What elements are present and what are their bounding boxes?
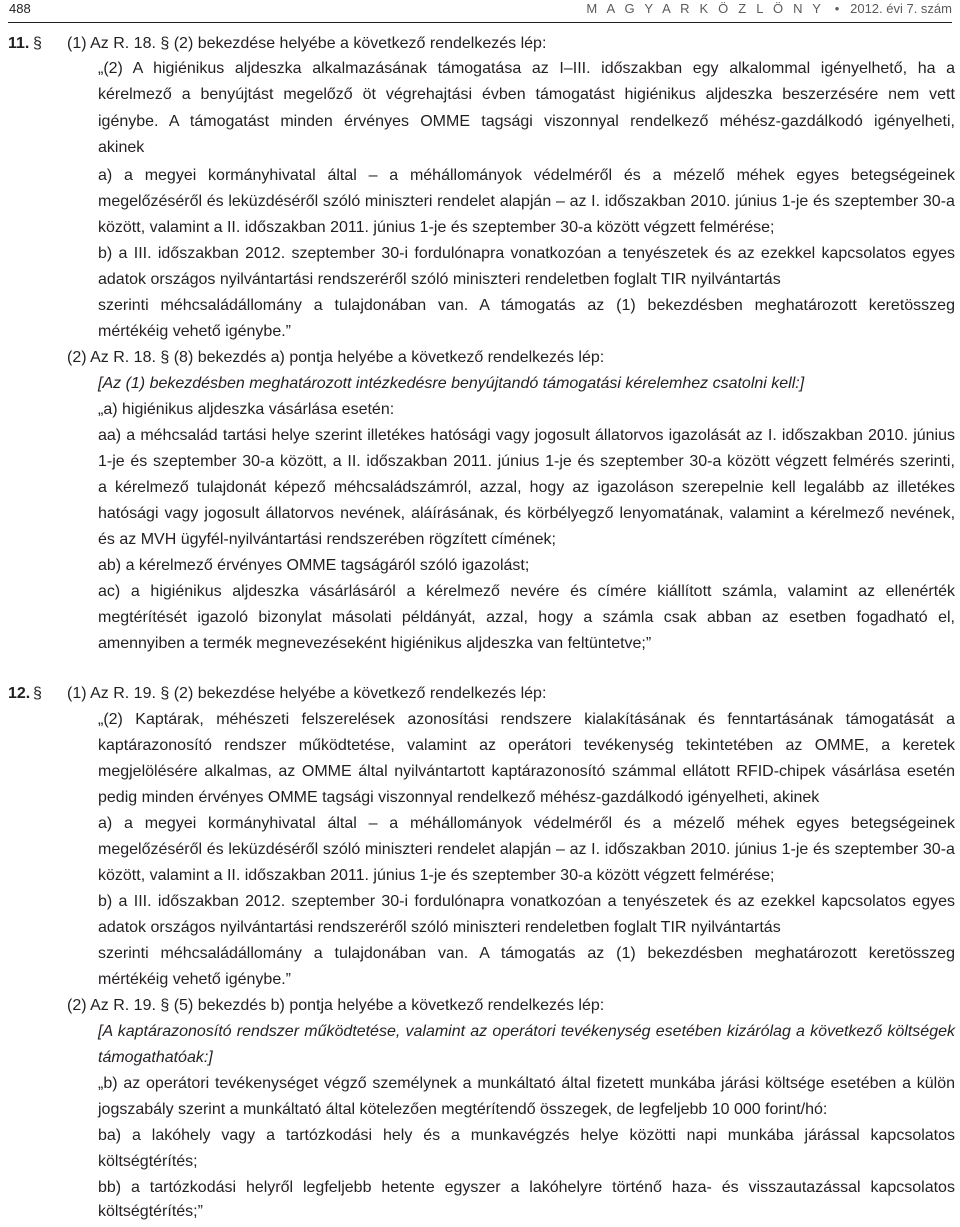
text-line: [A kaptárazonosító rendszer működtetése, valamint az operátori tevékenység esetében kizárólag a következő költségek	[98, 1023, 956, 1040]
text-line: b) a III. időszakban 2012. szeptember 30-i fordulónapra vonatkozóan a tenyészetek és az ezekkel kapcsolatos egyes	[98, 893, 955, 910]
text-line: §	[33, 35, 42, 52]
text-line: (1) Az R. 19. § (2) bekezdése helyébe a következő rendelkezés lép:	[67, 685, 547, 702]
journal-header	[586, 1, 952, 16]
text-line: a) a megyei kormányhivatal által – a méhállományok védelméről és a mézelő méhek egyes betegségeinek	[98, 815, 955, 832]
text-line: megelőzéséről és leküzdéséről szóló miniszteri rendelet alapján – az I. időszakban 2010. június 1-je és szeptember 30-a	[98, 841, 955, 858]
text-line: támogathatóak:]	[98, 1049, 213, 1066]
text-line: (2) Az R. 18. § (8) bekezdés a) pontja helyébe a következő rendelkezés lép:	[67, 349, 605, 366]
text-line: bb) a tartózkodási helyről legfeljebb hetente egyszer a lakóhelyre történő haza- és visszautazással kapcsolatos	[98, 1179, 955, 1196]
header-rule	[8, 22, 952, 23]
text-line: §	[33, 685, 42, 702]
text-line: ba) a lakóhely vagy a tartózkodási hely és a munkavégzés helye közötti napi munkába járással kapcsolatos	[98, 1127, 956, 1144]
text-line: b) a III. időszakban 2012. szeptember 30-i fordulónapra vonatkozóan a tenyészetek és az ezekkel kapcsolatos egyes	[98, 245, 955, 262]
text-line: [Az (1) bekezdésben meghatározott intézkedésre benyújtandó támogatási kérelemhez csatolni kell:]	[98, 375, 805, 392]
text-line: között, valamint a II. időszakban 2011. június 1-je és szeptember 30-a között végzett felmérése;	[98, 867, 775, 884]
page-header	[0, 0, 960, 30]
bullet-separator: •	[834, 1, 840, 16]
text-line: pedig minden érvényes OMME tagsági viszonnyal rendelkező méhész-gazdálkodó igényelheti, akinek	[98, 789, 820, 806]
text-line: kaptárazonosító rendszer működtetése, valamint az operátori tevékenység tekintetében az OMME, a keretek	[98, 737, 955, 754]
text-line: aa) a méhcsalád tartási helye szerint illetékes hatósági vagy jogosult állatorvos igazolását az I. időszakban 2010. június	[98, 427, 956, 444]
text-line: (2) Az R. 19. § (5) bekezdés b) pontja helyébe a következő rendelkezés lép:	[67, 997, 605, 1014]
text-line: megelőzéséről és leküzdéséről szóló miniszteri rendelet alapján – az I. időszakban 2010. június 1-je és szeptember 30-a	[98, 193, 955, 210]
text-line: jogszabály szerint a munkáltató által kötelezően megtérítendő összegek, de legfeljebb 10 000 forint/hó:	[98, 1101, 828, 1118]
text-line: 12.	[8, 685, 31, 702]
text-line: (1) Az R. 18. § (2) bekezdése helyébe a következő rendelkezés lép:	[67, 35, 547, 52]
journal-title: M A G Y A R K Ö Z L Ö N Y	[586, 1, 824, 16]
text-line: megjelölésére alkalmas, az OMME által nyilvántartott kaptárazonosító számmal ellátott RFID-chipek vásárlása esetén	[98, 763, 956, 780]
text-line: és az MVH ügyfél-nyilvántartási rendszerében rögzített címének;	[98, 531, 556, 548]
text-line: „b) az operátori tevékenységet végző személynek a munkáltató által fizetett munkába járási költsége esetében a külön	[98, 1075, 956, 1092]
text-line: megtérítését igazoló bizonylat másolati példányát, azzal, hogy a számla csak abban az esetben fogadható el,	[98, 609, 955, 626]
text-line: kérelmező a benyújtást megelőző öt végrehajtási évben támogatást higiénikus aljdeszka beszerzésére nem vett	[98, 86, 955, 103]
text-line: szerinti méhcsaládállomány a tulajdonában van. A támogatás az (1) bekezdésben meghatározott keretösszeg	[98, 297, 955, 314]
page-number: 488	[9, 1, 31, 16]
text-line: ac) a higiénikus aljdeszka vásárlásáról a kérelmező nevére és címére kiállított számla, valamint az ellenérték	[98, 583, 956, 600]
text-line: „a) higiénikus aljdeszka vásárlása esetén:	[98, 401, 395, 418]
text-line: adatok országos nyilvántartási rendszeréről szóló miniszteri rendeletben foglalt TIR nyilvántartás	[98, 271, 781, 288]
text-line: „(2) A higiénikus aljdeszka alkalmazásának támogatása az I–III. időszakban egy alkalommal igényelhető, ha a	[98, 60, 956, 77]
text-line: szerinti méhcsaládállomány a tulajdonában van. A támogatás az (1) bekezdésben meghatározott keretösszeg	[98, 945, 955, 962]
text-line: között, valamint a II. időszakban 2011. június 1-je és szeptember 30-a között végzett felmérése;	[98, 219, 775, 236]
text-line: mértékéig vehető igénybe.”	[98, 971, 291, 988]
text-line: adatok országos nyilvántartási rendszeréről szóló miniszteri rendeletben foglalt TIR nyilvántartás	[98, 919, 781, 936]
text-line: a kérelmező tulajdonát képező méhcsaládszámról, azzal, hogy az igazoláson szerepelnie kell legalább az illetékes	[98, 479, 956, 496]
text-line: ab) a kérelmező érvényes OMME tagságáról szóló igazolást;	[98, 557, 530, 574]
issue-label: 2012. évi 7. szám	[850, 1, 952, 16]
text-line: költségtérítés;”	[98, 1203, 203, 1220]
text-line: igénybe. A támogatást minden érvényes OMME tagsági viszonnyal rendelkező méhész-gazdálkodó igényelheti,	[98, 113, 955, 130]
text-line: hatósági vagy jogosult állatorvos nevének, aláírásának, és körbélyegző lenyomatának, valamint a kérelmező nevének,	[98, 505, 956, 522]
text-line: 11.	[8, 35, 30, 52]
text-line: mértékéig vehető igénybe.”	[98, 323, 291, 340]
text-line: „(2) Kaptárak, méhészeti felszerelések azonosítási rendszere kialakításának és fenntartásának támogatását a	[98, 711, 955, 728]
text-line: 1-je és szeptember 30-a között, a II. időszakban 2011. június 1-je és szeptember 30-a között végzett felmérés szerinti,	[98, 453, 955, 470]
text-line: a) a megyei kormányhivatal által – a méhállományok védelméről és a mézelő méhek egyes betegségeinek	[98, 167, 955, 184]
text-line: költségtérítés;	[98, 1153, 198, 1170]
text-line: akinek	[98, 139, 145, 156]
text-line: amennyiben a termék megnevezéseként higiénikus aljdeszka van feltüntetve;”	[98, 635, 652, 652]
